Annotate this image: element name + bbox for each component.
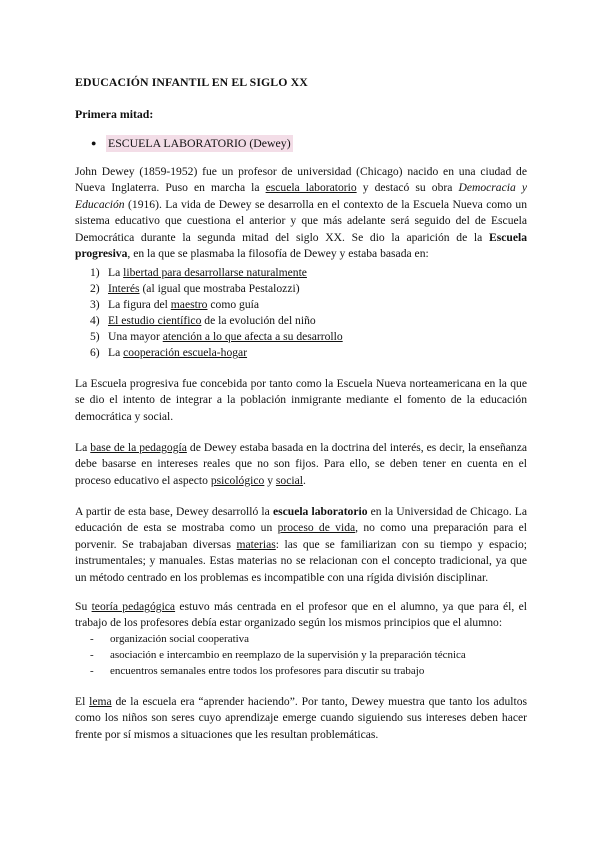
paragraph-base-pedagogia: La base de la pedagogía de Dewey estaba basada en la doctrina del interés, es decir, la enseñanza debe basarse en intereses reales que no son fijos. Para ello, se deben tener en cuenta en el proceso educativo el aspecto psicológico y social. <box>75 441 527 487</box>
list-item: 1) La libertad para desarrollarse naturalmente <box>90 266 307 279</box>
underlined-term: psicológico <box>210 473 265 487</box>
underlined-term: lema <box>89 695 112 708</box>
document-title: EDUCACIÓN INFANTIL EN EL SIGLO XX <box>75 75 308 89</box>
paragraph-lema: El lema de la escuela era “aprender haciendo”. Por tanto, Dewey muestra que tanto los adultos como los niños son seres cuyo aprendizaje emerge cuando siguiendo sus intereses deben hacer frente por sí mismos a situaciones que les resultan problemáticas. <box>75 695 528 741</box>
list-item: 4) El estudio científico de la evolución del niño <box>90 314 316 327</box>
underlined-term: teoría pedagógica <box>91 600 176 613</box>
list-item: - organización social cooperativa <box>90 633 250 645</box>
underlined-term: base de la pedagogía <box>90 441 187 454</box>
list-item: 6) La cooperación escuela-hogar <box>90 346 248 359</box>
list-item: 3) La figura del maestro como guía <box>90 298 259 311</box>
bullet-icon: ● <box>91 138 97 149</box>
list-item: 5) Una mayor atención a lo que afecta a su desarrollo <box>90 330 343 343</box>
underlined-term: social <box>275 473 303 487</box>
list-item: - asociación e intercambio en reemplazo de la supervisión y la preparación técnica <box>90 649 466 661</box>
list-item: - encuentros semanales entre todos los profesores para discutir su trabajo <box>90 665 425 677</box>
paragraph-teoria-pedagogica: Su teoría pedagógica estuvo más centrada en el profesor que en el alumno, ya que para él, el trabajo de los profesores debía estar organizado según los mismos principios que el alumno: <box>75 600 527 630</box>
underlined-term: proceso de vida <box>277 521 356 535</box>
underlined-term: escuela laboratorio <box>265 181 357 195</box>
paragraph-dewey-intro: John Dewey (1859-1952) fue un profesor de universidad (Chicago) nacido en una ciudad de Nueva Inglaterra. Puso en marcha la escuela laboratorio y destacó su obra Democracia y Educación (1916). La vida de Dewey se desarrolla en el contexto de la Escuela Nueva como un sistema educativo que cuestiona el anterior y que más adelante será seguido del de Escuela Democrática durante la segunda mitad del siglo XX. Se dio la aparición de la Escuela progresiva, en la que se plasmaba la filosofía de Dewey y estaba basada en: <box>75 165 527 261</box>
paragraph-escuela-laboratorio: A partir de esta base, Dewey desarrolló la escuela laboratorio en la Universidad de Chicago. La educación de esta se mostraba como un proceso de vida, no como una preparación para el porvenir. Se trabajaban diversas materias: las que se familiarizan con su tiempo y espacio; instrumentales; y manuales. Estas materias no se relacionan con el concepto tradicional, ya que un método centrado en los problemas es incompatible con una rígida división disciplinar. <box>75 505 527 584</box>
dash-list <box>90 631 466 679</box>
highlighted-bullet-item <box>91 135 293 152</box>
underlined-term: materias <box>236 537 276 551</box>
italic-book-title: Democracia y Educación <box>75 181 527 211</box>
bold-term: escuela laboratorio <box>272 505 368 518</box>
list-item: 2) Interés (al igual que mostraba Pestalozzi) <box>90 282 300 295</box>
paragraph-escuela-progresiva: La Escuela progresiva fue concebida por tanto como la Escuela Nueva norteamericana en la que se dio el intento de integrar a la población inmigrante mediante el fomento de la educación democrática y social. <box>75 377 527 423</box>
numbered-list <box>90 265 343 361</box>
bold-term: Escuela progresiva <box>75 230 527 261</box>
section-subtitle: Primera mitad: <box>75 107 154 121</box>
highlighted-heading: ESCUELA LABORATORIO (Dewey) <box>108 136 291 150</box>
